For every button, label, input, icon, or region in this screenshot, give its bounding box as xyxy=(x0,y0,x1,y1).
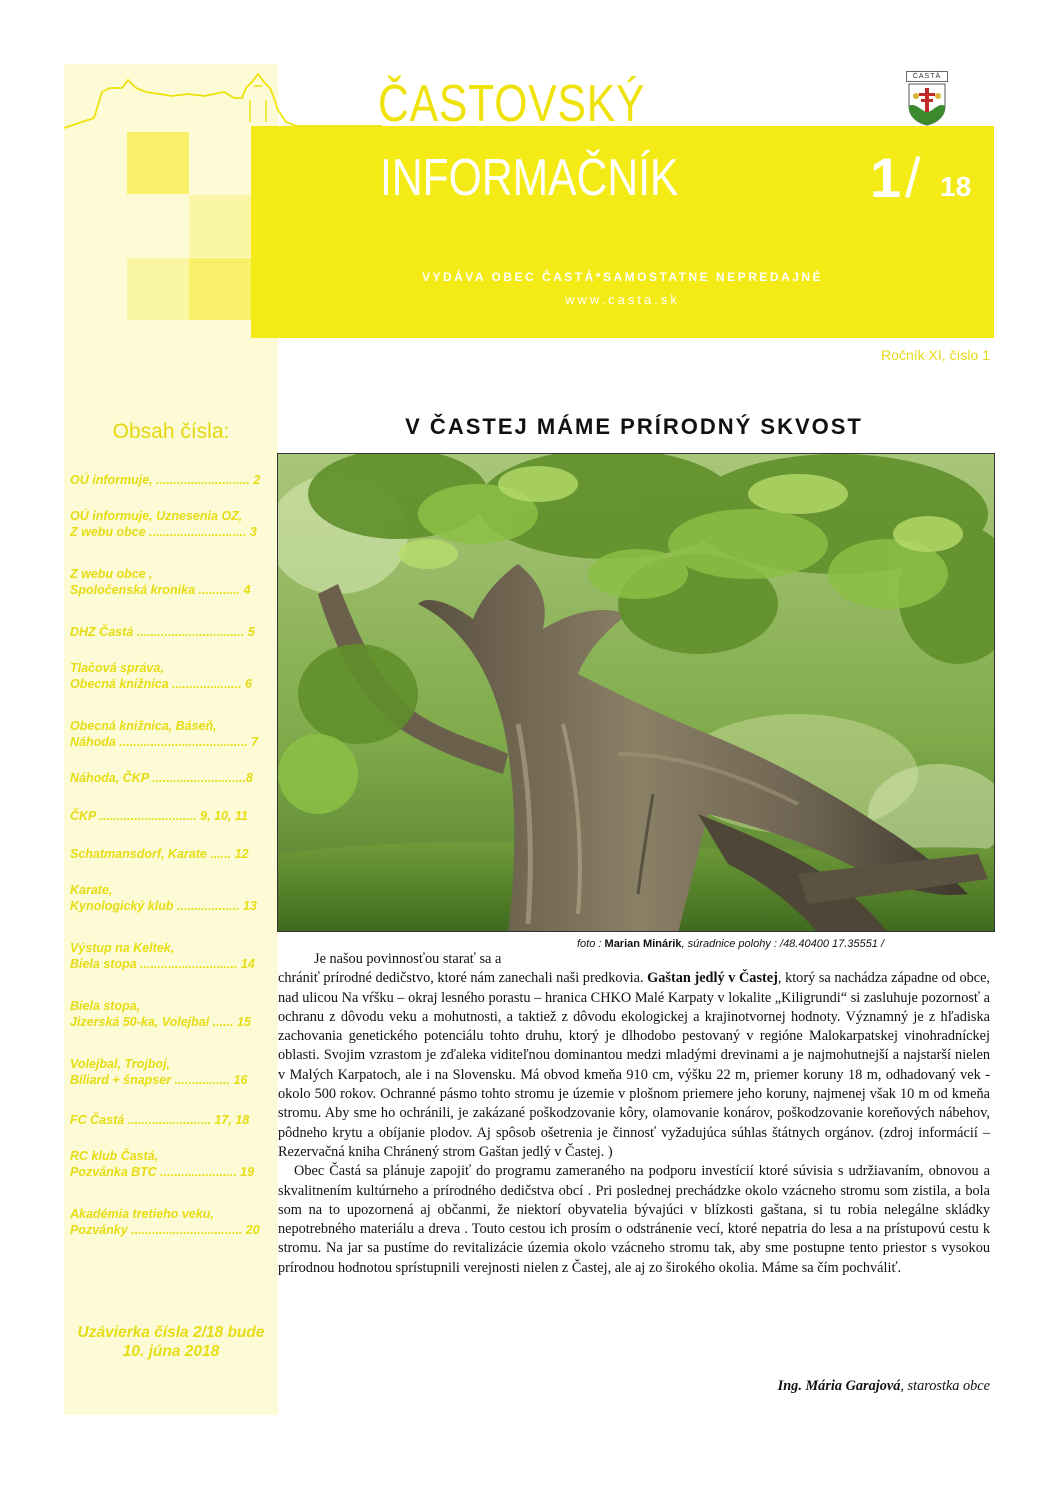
toc-item-line2: Biliard + šnapser ................ 16 xyxy=(70,1073,248,1087)
p1-rest: , ktorý sa nachádza západne od obce, nad ulicou Na vŕšku – okraj lesného porastu – hranica CHKO Malé Karpaty v lokalite „Kiligrundi“ si zasluhuje pozornosť a ochranu z dôvodu veku a mohutnosti, a taktiež z dôvodu ekologickej a krajinotvornej hodnoty. Významný je z hľadiska zachovania genetického potenciálu tohto druhu, ktorý je dlhodobo pestovaný v regióne Malokarpatskej vinohradníckej oblasti. Svojim vzrastom je zďaleka viditeľnou dominantou medzi mladými drevinami a je najmohutnejší a najstarší nielen v Malých Karpatoch, ale i na Slovensku. Má obvod kmeňa 910 cm, výšku 22 m, priemer koruny 18 m, odhadovaný vek - okolo 500 rokov. Ochranné pásmo tohto stromu je územie v plošnom priemere jeho koruny, najmenej však 10 m od kmeňa stromu. Aby sme ho ochránili, je zakázané poškodzovanie kôry, olamovanie konárov, poškodzovanie koreňových nábehov, pôdneho krytu a obíjanie plodov. Aj spôsob ošetrenia je činnosť vyžadujúca súhlas štátnych orgánov. (zdroj informácií – Rezervačná kniha Chránený strom Gaštan jedlý v Častej. ) xyxy=(278,970,991,1160)
toc-item-line2: Spoločenská kronika ............ 4 xyxy=(70,583,251,597)
tree-photo xyxy=(277,453,995,932)
decor-square xyxy=(127,132,189,194)
issue-slash: / xyxy=(905,146,921,209)
toc-item[interactable] xyxy=(70,566,270,598)
toc-item-line1: Akadémia tretieho veku, xyxy=(70,1207,214,1221)
toc-item-line2: Obecná knižnica .................... 6 xyxy=(70,677,253,691)
castle-outline-icon xyxy=(64,70,382,132)
toc-item-line2: Biela stopa ............................ 14 xyxy=(70,957,255,971)
toc-item-line2: Z webu obce ............................ 3 xyxy=(70,525,257,539)
caption-author: Marian Minárik xyxy=(604,938,682,950)
toc-item[interactable] xyxy=(70,882,270,914)
photo-caption xyxy=(577,938,884,950)
crest-shield xyxy=(906,82,948,126)
toc-title: Obsah čísla: xyxy=(112,420,230,443)
decor-square xyxy=(189,258,251,320)
toc-item-line1: Tlačová správa, xyxy=(70,661,164,675)
toc-item[interactable] xyxy=(70,718,270,750)
caption-coordinates: , súradnice polohy : /48.40400 17.35551 / xyxy=(681,938,884,950)
toc-item-line1: OÚ informuje, Uznesenia OZ, xyxy=(70,509,243,523)
toc-item-line1: ČKP ............................ 9, 10, 11 xyxy=(70,809,248,823)
signature xyxy=(600,1378,990,1395)
toc-item-line1: Schatmansdorf, Karate ...... 12 xyxy=(70,847,249,861)
toc-item[interactable] xyxy=(70,940,270,972)
masthead-title-line1: ČASTOVSKÝ xyxy=(378,75,646,133)
toc-item-line1: Obecná knižnica, Báseň, xyxy=(70,719,217,733)
chestnut-tree-illustration xyxy=(278,454,995,932)
coat-of-arms-icon xyxy=(906,71,948,125)
toc-item-line1: RC klub Častá, xyxy=(70,1149,159,1163)
toc-item-line1: Výstup na Keltek, xyxy=(70,941,175,955)
paragraph-2: Obec Častá sa plánuje zapojiť do programu zameraného na podporu investícií ktoré súvisia s udržiavaním, obnovou a skvalitnením kultúrneho a prírodného dedičstva obcí . Pri poslednej prechádzke okolo vzácneho stromu som zistila, a bola som na to upozornená aj občanmi, že niektorí obyvatelia bývajúci v blízkosti gaštana, si tu robia nelegálne skládky nepotrebného materiálu a dreva . Touto cestou ich prosím o odstránenie vecí, ktoré nepatria do lesa a na prístupovú cestu k stromu. Na jar sa pustíme do revitalizácie územia okolo vzácneho stromu tak, aby sme postupne tento priestor s vysokou prírodnou hodnotou sprístupnili verejnosti nielen z Častej, ale aj zo širokého okolia. Máme sa čím pochváliť. xyxy=(278,1163,990,1276)
p1-line2: chrániť prírodné dedičstvo, ktoré nám zanechali naši predkovia. xyxy=(278,970,648,987)
toc-item-line1: FC Častá ........................ 17, 18 xyxy=(70,1113,250,1127)
toc-item-line1: Volejbal, Trojboj, xyxy=(70,1057,171,1071)
toc-item[interactable] xyxy=(70,508,270,540)
toc-item-line2: Náhoda ..................................... 7 xyxy=(70,735,259,749)
deadline-line1: Uzávierka čísla 2/18 bude xyxy=(77,1324,265,1341)
toc-item[interactable] xyxy=(70,846,270,862)
article-headline: V ČASTEJ MÁME PRÍRODNÝ SKVOST xyxy=(405,414,863,439)
toc-item-line1: OÚ informuje, ........................... 2 xyxy=(70,473,261,487)
toc-item-line1: DHZ Častá ............................... 5 xyxy=(70,625,255,639)
toc-item[interactable] xyxy=(70,624,270,640)
toc-item-line1: Biela stopa, xyxy=(70,999,141,1013)
toc-item[interactable] xyxy=(70,1206,270,1238)
p1-bold: Gaštan jedlý v Častej xyxy=(647,970,778,987)
toc-item[interactable] xyxy=(70,808,270,824)
website-link[interactable]: www.casta.sk xyxy=(565,292,680,307)
paragraph-1 xyxy=(278,950,990,1162)
decor-square xyxy=(127,258,189,320)
toc-item[interactable] xyxy=(70,770,270,786)
issue-year: 18 xyxy=(940,171,972,202)
toc-item[interactable] xyxy=(70,472,270,488)
deadline-line2: 10. júna 2018 xyxy=(122,1343,220,1360)
masthead-title-line2: INFORMAČNÍK xyxy=(380,149,679,207)
p1-start: Je našou povinnosťou starať sa a xyxy=(314,951,502,967)
toc-item[interactable] xyxy=(70,1056,270,1088)
signature-name: Ing. Mária Garajová xyxy=(777,1378,901,1394)
toc-item[interactable] xyxy=(70,660,270,692)
toc-item-line2: Kynologický klub .................. 13 xyxy=(70,899,257,913)
toc-item-line2: Pozvánka BTC ...................... 19 xyxy=(70,1165,255,1179)
toc-item-line2: Pozvánky ................................ 20 xyxy=(70,1223,260,1237)
toc-item[interactable] xyxy=(70,998,270,1030)
publisher-line: VYDÁVA OBEC ČASTÁ*SAMOSTATNE NEPREDAJNÉ xyxy=(421,270,824,284)
caption-prefix: foto : xyxy=(577,938,605,950)
article-body xyxy=(278,950,990,1278)
signature-role: , starostka obce xyxy=(900,1378,990,1394)
decor-square xyxy=(189,195,251,257)
toc-item[interactable] xyxy=(70,1112,270,1128)
issue-number: 1 xyxy=(870,146,902,209)
toc-item[interactable] xyxy=(70,1148,270,1180)
crest-label: ČASTÁ xyxy=(906,71,948,82)
volume-number: Ročník XI, číslo 1 xyxy=(881,347,990,363)
deadline-note xyxy=(64,1323,278,1361)
toc-item-line1: Karate, xyxy=(70,883,113,897)
toc-item-line1: Náhoda, ČKP ...........................8 xyxy=(70,771,253,785)
toc-item-line1: Z webu obce , xyxy=(70,567,153,581)
toc-item-line2: Jizerská 50-ka, Volejbal ...... 15 xyxy=(70,1015,251,1029)
